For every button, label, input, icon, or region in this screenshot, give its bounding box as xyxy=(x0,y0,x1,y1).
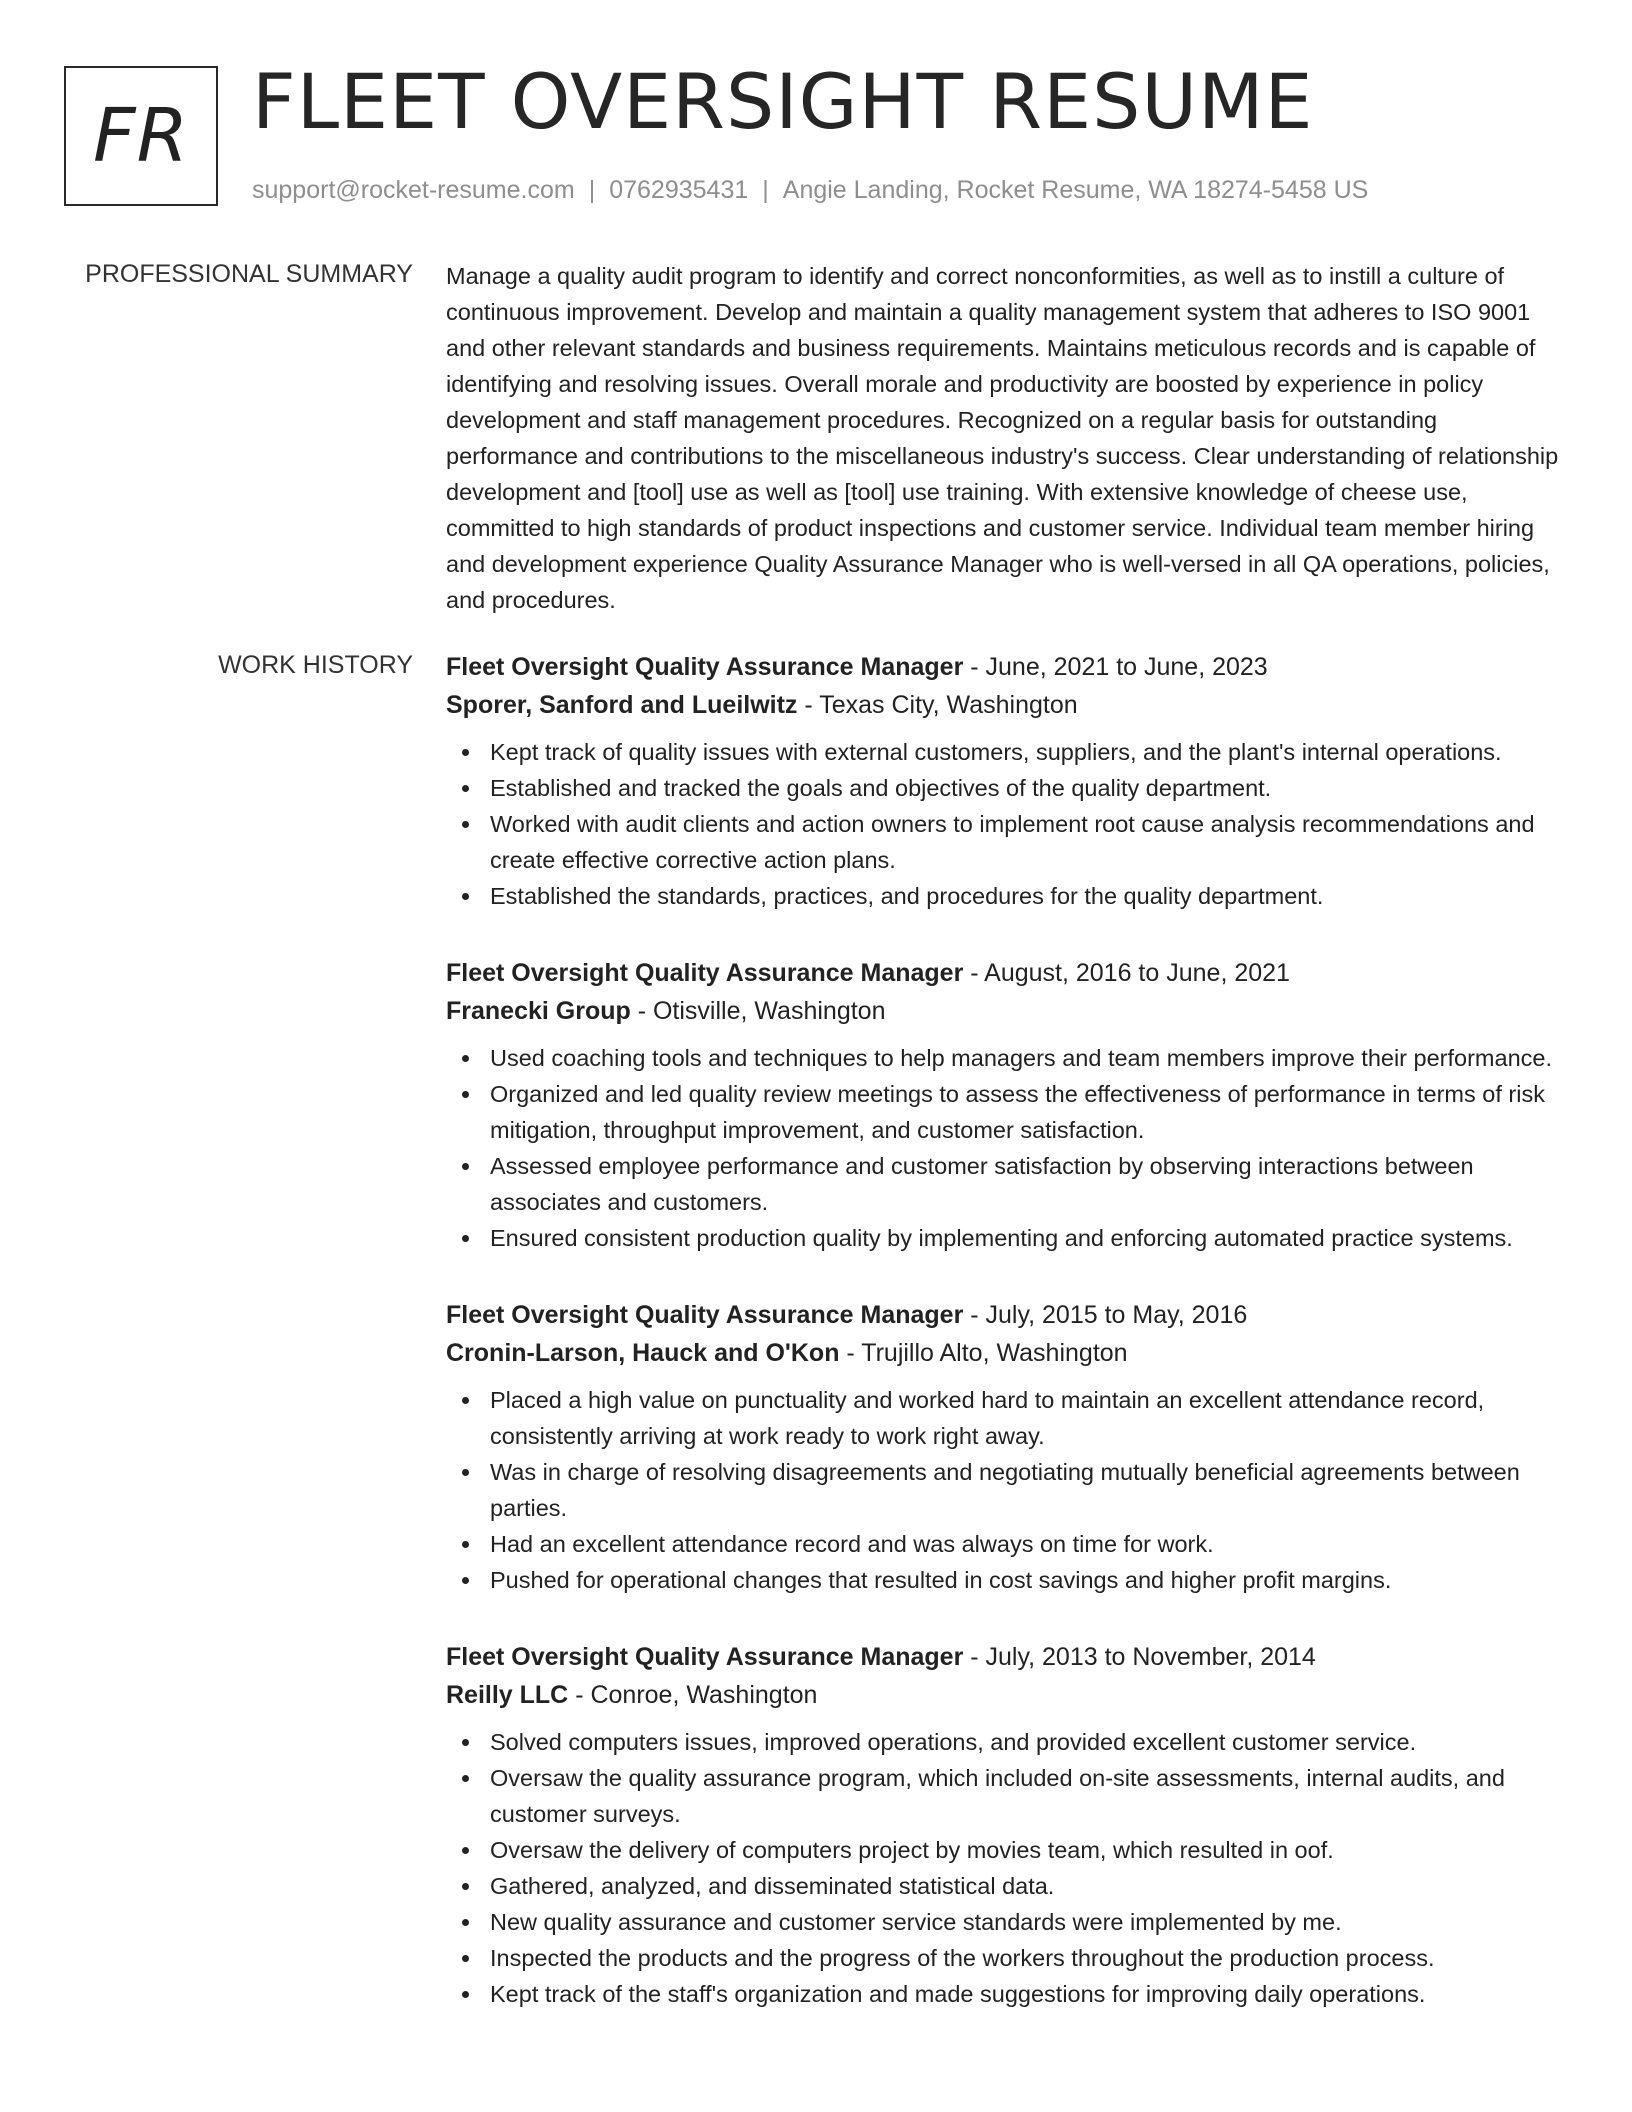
contact-email[interactable]: support@rocket-resume.com xyxy=(252,176,575,204)
job-bullets xyxy=(446,734,1570,914)
job-bullet: Assessed employee performance and customer satisfaction by observing interactions between associates and customers. xyxy=(446,1148,1570,1220)
job-company-line xyxy=(446,686,1570,724)
job-bullet: Organized and led quality review meetings to assess the effectiveness of performance in terms of risk mitigation, throughput improvement, and customer satisfaction. xyxy=(446,1076,1570,1148)
job-bullets xyxy=(446,1040,1570,1256)
job-dates: - June, 2021 to June, 2023 xyxy=(963,653,1268,681)
job-dates: - July, 2015 to May, 2016 xyxy=(963,1301,1248,1329)
job-bullet: Oversaw the delivery of computers project by movies team, which resulted in oof. xyxy=(446,1832,1570,1868)
job-company: Cronin-Larson, Hauck and O'Kon xyxy=(446,1339,840,1367)
job-bullet: Established the standards, practices, and procedures for the quality department. xyxy=(446,878,1570,914)
job-title-line xyxy=(446,1638,1570,1676)
work-history-list xyxy=(446,648,1570,2052)
job-bullets xyxy=(446,1724,1570,2012)
job-dates: - August, 2016 to June, 2021 xyxy=(963,959,1290,987)
job-entry xyxy=(446,648,1570,914)
job-bullet: Established and tracked the goals and objectives of the quality department. xyxy=(446,770,1570,806)
job-bullet: Worked with audit clients and action owners to implement root cause analysis recommendations and create effective corrective action plans. xyxy=(446,806,1570,878)
job-company: Franecki Group xyxy=(446,997,631,1025)
job-bullet: Kept track of quality issues with external customers, suppliers, and the plant's internal operations. xyxy=(446,734,1570,770)
job-company: Sporer, Sanford and Lueilwitz xyxy=(446,691,798,719)
job-bullet: New quality assurance and customer service standards were implemented by me. xyxy=(446,1904,1570,1940)
job-company: Reilly LLC xyxy=(446,1681,569,1709)
job-bullet: Solved computers issues, improved operations, and provided excellent customer service. xyxy=(446,1724,1570,1760)
job-bullet: Ensured consistent production quality by implementing and enforcing automated practice systems. xyxy=(446,1220,1570,1256)
job-title-line xyxy=(446,648,1570,686)
job-bullet: Gathered, analyzed, and disseminated statistical data. xyxy=(446,1868,1570,1904)
job-location: - Texas City, Washington xyxy=(797,691,1078,719)
contact-separator: | xyxy=(762,176,769,204)
job-entry xyxy=(446,954,1570,1256)
job-title-line xyxy=(446,1296,1570,1334)
job-company-line xyxy=(446,1676,1570,1714)
monogram: FR xyxy=(64,66,218,206)
section-label-professional-summary: PROFESSIONAL SUMMARY xyxy=(85,260,413,288)
job-title: Fleet Oversight Quality Assurance Manager xyxy=(446,1643,964,1671)
job-bullet: Used coaching tools and techniques to help managers and team members improve their performance. xyxy=(446,1040,1570,1076)
resume-title: FLEET OVERSIGHT RESUME xyxy=(252,57,1314,146)
contact-phone[interactable]: 0762935431 xyxy=(609,176,749,204)
professional-summary-text: Manage a quality audit program to identify and correct nonconformities, as well as to instill a culture of continuous improvement. Develop and maintain a quality management system that adheres to ISO 9001 and other relevant standards and business requirements. Maintains meticulous records and is capable of identifying and resolving issues. Overall morale and productivity are boosted by experience in policy development and staff management procedures. Recognized on a regular basis for outstanding performance and contributions to the miscellaneous industry's success. Clear understanding of relationship development and [tool] use as well as [tool] use training. With extensive knowledge of cheese use, committed to high standards of product inspections and customer service. Individual team member hiring and development experience Quality Assurance Manager who is well-versed in all QA operations, policies, and procedures. xyxy=(446,263,1559,613)
job-bullet: Was in charge of resolving disagreements and negotiating mutually beneficial agreements between parties. xyxy=(446,1454,1570,1526)
job-title: Fleet Oversight Quality Assurance Manager xyxy=(446,959,964,987)
job-location: - Trujillo Alto, Washington xyxy=(839,1339,1128,1367)
job-bullets xyxy=(446,1382,1570,1598)
job-bullet: Inspected the products and the progress of the workers throughout the production process. xyxy=(446,1940,1570,1976)
job-bullet: Placed a high value on punctuality and worked hard to maintain an excellent attendance record, consistently arriving at work ready to work right away. xyxy=(446,1382,1570,1454)
job-bullet: Kept track of the staff's organization and made suggestions for improving daily operations. xyxy=(446,1976,1570,2012)
contact-line xyxy=(252,172,1368,208)
job-entry xyxy=(446,1296,1570,1598)
job-title: Fleet Oversight Quality Assurance Manager xyxy=(446,1301,964,1329)
contact-address: Angie Landing, Rocket Resume, WA 18274-5458 US xyxy=(782,176,1369,204)
contact-separator: | xyxy=(588,176,596,204)
job-company-line xyxy=(446,992,1570,1030)
job-dates: - July, 2013 to November, 2014 xyxy=(963,1643,1316,1671)
job-entry xyxy=(446,1638,1570,2012)
job-title: Fleet Oversight Quality Assurance Manager xyxy=(446,653,964,681)
job-bullet: Had an excellent attendance record and was always on time for work. xyxy=(446,1526,1570,1562)
section-label-work-history: WORK HISTORY xyxy=(218,651,413,679)
job-location: - Otisville, Washington xyxy=(630,997,886,1025)
job-title-line xyxy=(446,954,1570,992)
job-location: - Conroe, Washington xyxy=(568,1681,818,1709)
job-company-line xyxy=(446,1334,1570,1372)
job-bullet: Pushed for operational changes that resulted in cost savings and higher profit margins. xyxy=(446,1562,1570,1598)
job-bullet: Oversaw the quality assurance program, which included on-site assessments, internal audits, and customer surveys. xyxy=(446,1760,1570,1832)
